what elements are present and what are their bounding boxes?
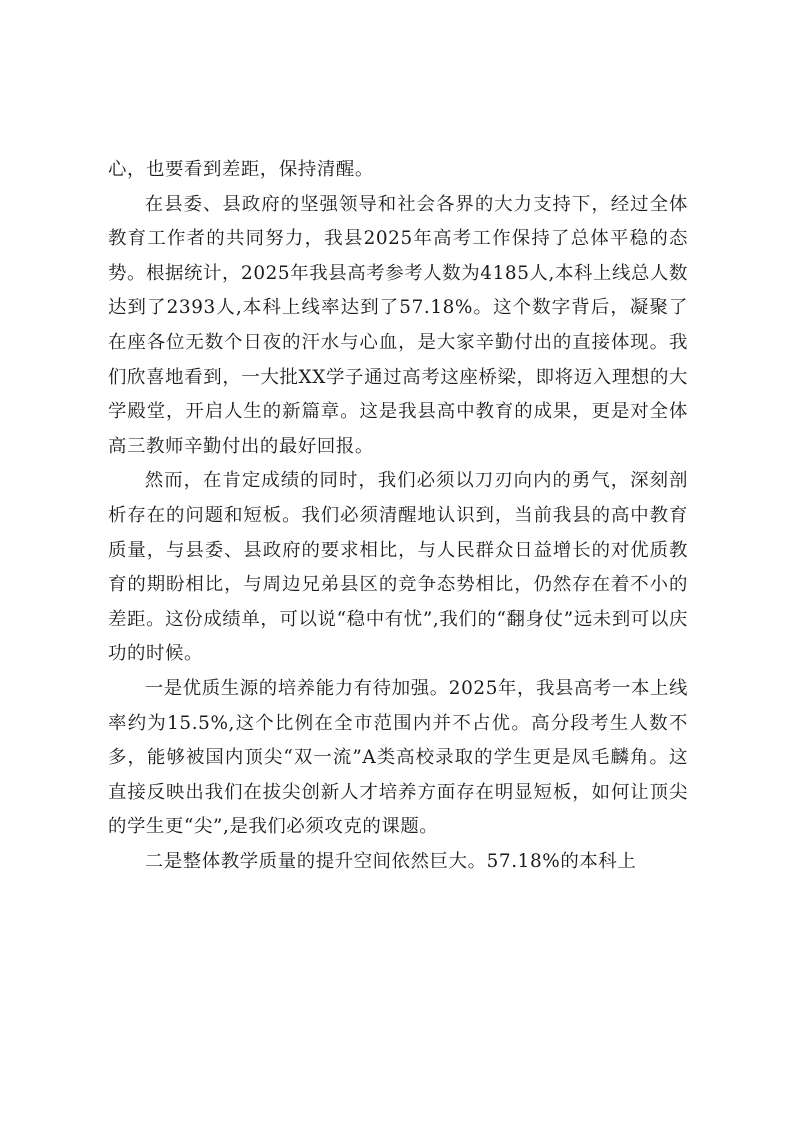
paragraph-point-two: 二是整体教学质量的提升空间依然巨大。57.18%的本科上 — [144, 850, 637, 872]
paragraph-continuation: 心，也要看到差距，保持清醒。 — [108, 159, 374, 180]
paragraph-point-one: 一是优质生源的培养能力有待加强。2025年，我县高考一本上线率约为15.5%,这个比例在全市范围内并不占优。高分段考生人数不多，能够被国内顶尖“双一流”A类高校录取的学生更是凤毛麟角。这直接反映出我们在拔尖创新人才培养方面存在明显短板，如何让顶尖的学生更“尖”,是我们必须攻克的课题。 — [108, 677, 688, 838]
paragraph-results-summary: 在县委、县政府的坚强领导和社会各界的大力支持下，经过全体教育工作者的共同努力，我县2025年高考工作保持了总体平稳的态势。根据统计，2025年我县高考参考人数为4185人,本科上线总人数达到了2393人,本科上线率达到了57.18%。这个数字背后，凝聚了在座各位无数个日夜的汗水与心血，是大家辛勤付出的直接体现。我们欣喜地看到，一大批XX学子通过高考这座桥梁，即将迈入理想的大学殿堂，开启人生的新篇章。这是我县高中教育的成果，更是对全体高三教师辛勤付出的最好回报。 — [108, 193, 688, 457]
document-body — [108, 153, 688, 879]
paragraph-problems: 然而，在肯定成绩的同时，我们必须以刀刃向内的勇气，深刻剖析存在的问题和短板。我们必须清醒地认识到，当前我县的高中教育质量，与县委、县政府的要求相比，与人民群众日益增长的对优质教育的期盼相比，与周边兄弟县区的竞争态势相比，仍然存在着不小的差距。这份成绩单，可以说“稳中有忧”,我们的“翻身仗”远未到可以庆功的时候。 — [108, 470, 688, 665]
